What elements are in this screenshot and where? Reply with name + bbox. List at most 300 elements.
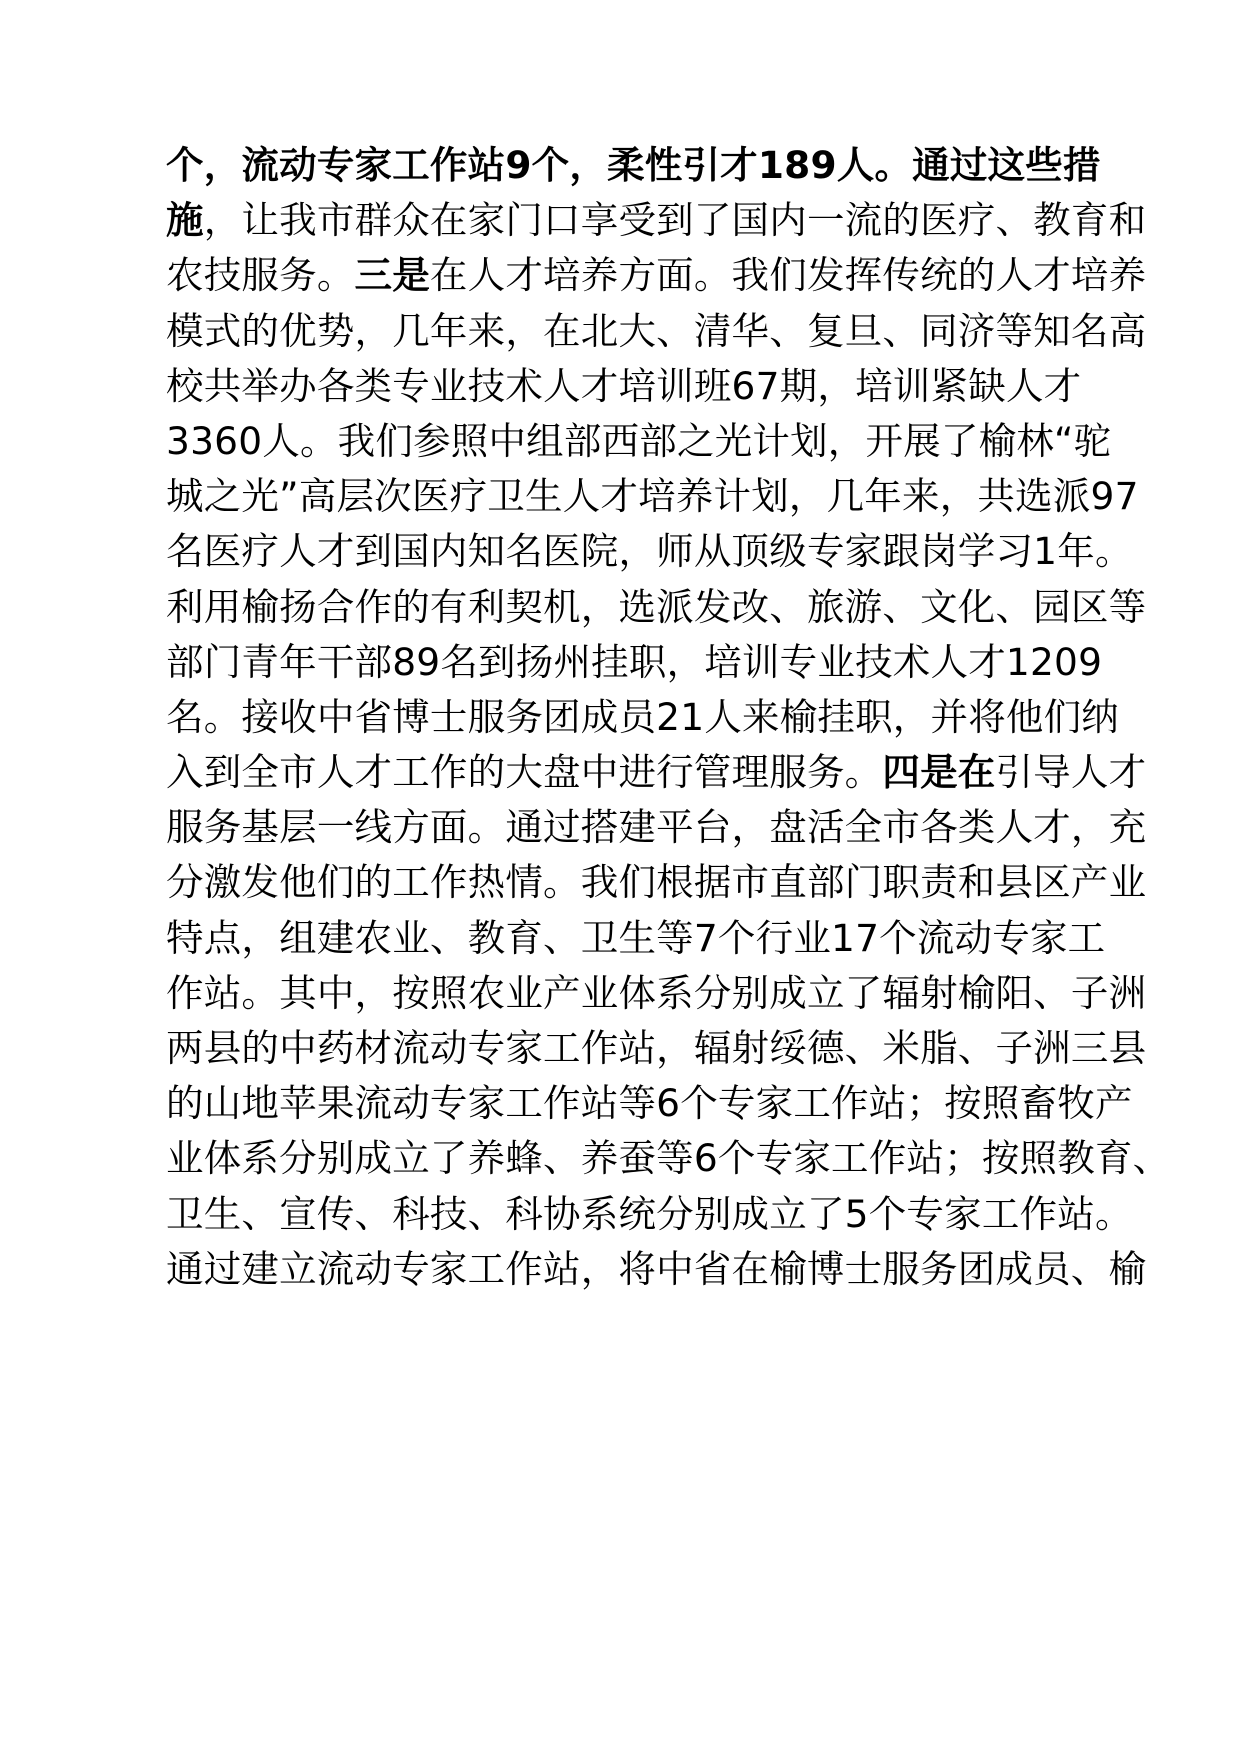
text-char: 中 [580,750,619,795]
text-char: 三 [1070,1026,1109,1070]
text-char: 1 [757,143,785,187]
text-char: 改 [731,584,770,629]
text-char: 其 [279,970,317,1015]
text-char: 在 [957,750,996,795]
text-line [166,524,1133,579]
text-char: 成 [580,694,619,739]
text-char: 到 [656,198,694,243]
text-char: 济 [957,308,996,353]
text-char: 别 [316,1136,355,1181]
text-char: 参 [413,418,451,463]
text-char: ， [817,363,856,408]
text-char: 发 [241,860,280,905]
text-char: 农 [354,915,393,960]
text-char: 作 [429,860,468,905]
text-char: 人 [704,694,742,739]
text-char: 、 [995,198,1034,243]
text-char: 等 [1108,584,1147,629]
text-char: 几 [826,474,865,519]
text-char: 。 [299,418,338,463]
text-char: 的 [882,198,921,243]
text-char: 专 [429,1081,468,1126]
text-char: 5 [844,1191,869,1236]
text-char: 。 [1094,1191,1133,1236]
text-char: 疗 [241,529,280,574]
text-char: 国 [392,529,430,574]
text-char: 牧 [1057,1081,1095,1126]
text-char: 家 [793,1136,832,1181]
text-char: 情 [505,860,544,905]
text-char: 通 [912,143,950,187]
text-char: 选 [618,584,657,629]
text-char: 系 [580,1191,619,1236]
text-char: 面 [656,253,694,298]
text-char: 统 [920,253,958,298]
text-char: 宣 [279,1191,317,1236]
text-char: 方 [618,253,657,298]
text-char: 术 [892,639,931,684]
text-char: 脂 [920,1026,958,1070]
text-char: 洲 [1033,1026,1071,1070]
text-char: 动 [429,1026,468,1070]
text-char: 技 [467,363,506,408]
text-char: 2 [1029,639,1055,684]
text-char: 分 [279,1136,317,1181]
text-char: 7 [855,915,880,960]
text-char: 人 [543,363,581,408]
text-char: 我 [580,860,619,905]
text-char: 个 [717,915,756,960]
text-char: 校 [166,363,204,408]
text-char: 一 [806,198,845,243]
text-char: 是 [392,253,430,298]
text-char: 术 [505,363,544,408]
text-char: 材 [354,1026,393,1070]
text-char: 展 [903,418,941,463]
text-char: 别 [693,1191,732,1236]
text-char: 流 [241,143,280,187]
text-char: 导 [1033,750,1071,795]
text-char: 派 [656,584,694,629]
text-char: 训 [892,363,931,408]
text-line [166,359,1082,414]
text-char: 按 [944,1081,982,1126]
text-char: 站 [580,1081,619,1126]
text-char: 些 [1025,143,1063,187]
text-char: 次 [374,474,412,519]
text-char: 类 [354,363,393,408]
text-char: 工 [831,1136,869,1181]
text-char: 名 [505,529,544,574]
text-char: 文 [920,584,958,629]
text-char: 地 [241,1081,280,1126]
text-char: 方 [392,805,430,850]
text-char: 特 [166,915,204,960]
text-char: 人 [467,253,506,298]
text-char: 工 [1067,915,1106,960]
text-char: 业 [1108,860,1147,905]
text-char: 团 [543,694,581,739]
text-char: 分 [166,860,204,905]
text-char: 7 [755,363,780,408]
text-char: 才 [720,143,758,187]
text-char: 利 [166,584,204,629]
text-char: 点 [203,915,242,960]
text-char: 家 [1029,915,1068,960]
text-char: 开 [865,418,904,463]
text-char: 引 [995,750,1034,795]
text-char: 德 [806,1026,845,1070]
text-char: 1 [1005,639,1030,684]
text-char: 柔 [607,143,645,187]
text-char: 站 [467,143,506,187]
text-char: 榆 [978,418,1017,463]
text-char: 1 [1033,529,1058,574]
text-char: 0 [238,418,263,463]
text-char: 服 [769,750,807,795]
text-char: 岗 [920,529,958,574]
text-char: 子 [1070,970,1109,1015]
text-char: 高 [298,474,337,519]
text-char: 3 [166,418,191,463]
text-char: 派 [1052,474,1091,519]
text-char: 了 [940,418,979,463]
text-char: 、 [1132,1136,1171,1181]
text-char: 部 [639,418,677,463]
text-char: ， [656,1026,694,1070]
text-char: 县 [203,1026,242,1070]
text-char: 站 [868,1081,907,1126]
text-char: 博 [392,694,430,739]
text-char: 工 [505,1081,544,1126]
text-line [166,580,1147,635]
text-char: 服 [241,253,280,298]
text-char: 训 [656,363,694,408]
text-char: 部 [354,639,393,684]
text-char: 培 [855,363,893,408]
text-char: 业 [580,970,619,1015]
text-char: 家 [755,1081,794,1126]
text-char: 各 [920,805,958,850]
text-char: ， [354,308,393,353]
text-char: 人 [836,143,875,187]
text-char: 专 [392,363,430,408]
text-char: 紧 [930,363,969,408]
text-char: 契 [505,584,544,629]
text-char: 市 [731,860,770,905]
text-char: 山 [203,1081,242,1126]
text-char: 作 [580,1026,619,1070]
text-char: 职 [882,860,921,905]
text-line [166,1021,1147,1076]
text-char: 名 [166,529,204,574]
text-char: 选 [1015,474,1053,519]
text-char: 大 [618,308,657,353]
text-char: 人 [562,474,601,519]
text-char: 培 [1070,253,1109,298]
text-char: 了 [806,1191,845,1236]
text-char: 华 [731,308,770,353]
text-line [166,1242,1147,1297]
text-char: 、 [1033,970,1071,1015]
text-char: 9 [505,143,532,187]
text-char: 层 [336,474,375,519]
text-char: 照 [981,1081,1020,1126]
text-char: 作 [831,1081,869,1126]
text-char: 师 [656,529,694,574]
text-char: 级 [769,529,807,574]
text-char: 活 [806,805,845,850]
text-char: 职 [628,639,667,684]
text-char: 门 [505,198,544,243]
text-char: 同 [920,308,958,353]
text-char: 蜂 [505,1136,544,1181]
text-char: 过 [543,805,581,850]
text-char: ， [580,584,619,629]
text-line [166,248,1147,303]
text-char: 大 [505,750,544,795]
text-char: 生 [203,1191,242,1236]
text-char: 势 [316,308,355,353]
text-char: 8 [392,639,417,684]
text-char: 技 [855,639,893,684]
text-char: 系 [656,970,694,1015]
text-char: 扬 [279,584,317,629]
text-char: 才 [1033,253,1071,298]
text-char: 站 [1057,1191,1095,1236]
text-char: 才 [1033,805,1071,850]
text-char: 激 [203,860,242,905]
text-char: 育 [1094,1136,1133,1181]
text-char: 家 [467,1081,506,1126]
text-char: 果 [316,1081,355,1126]
text-char: 内 [429,529,468,574]
text-char: 知 [467,529,506,574]
text-char: 。 [693,253,732,298]
text-char: 并 [930,694,969,739]
text-char: 流 [354,1081,393,1126]
text-char: 施 [166,198,204,243]
text-char: 纳 [1081,694,1119,739]
text-char: 、 [241,1191,280,1236]
text-char: 流 [392,1026,430,1070]
text-char: 市 [882,805,921,850]
text-char: 们 [769,253,807,298]
text-char: 的 [241,308,280,353]
text-char: 系 [241,1136,280,1181]
text-char: 传 [316,1191,355,1236]
text-char: 按 [392,970,430,1015]
text-char: 士 [429,694,468,739]
text-char: 干 [316,639,355,684]
text-char: 北 [580,308,619,353]
text-char: 到 [354,529,393,574]
text-char: 个 [166,143,204,187]
text-char: 类 [957,805,996,850]
text-char: 中 [316,970,355,1015]
text-char: 业 [817,639,856,684]
text-char: 家 [354,143,393,187]
text-char: 业 [166,1136,204,1181]
text-char: 体 [203,1136,242,1181]
text-line [166,414,1112,469]
text-char: 人 [930,639,969,684]
text-char: 。 [1094,529,1133,574]
text-char: 专 [717,1081,756,1126]
text-char: 人 [1070,750,1109,795]
text-char: 的 [354,860,393,905]
text-char: 林 [1016,418,1055,463]
text-char: 众 [392,198,430,243]
text-char: 阳 [995,970,1034,1015]
text-char: 生 [618,915,657,960]
text-char: 、 [543,1136,581,1181]
text-char: 盘 [769,805,807,850]
text-char: 共 [977,474,1016,519]
text-char: 理 [731,750,770,795]
text-char: 榆 [957,970,996,1015]
text-char: 年 [279,639,317,684]
text-char: ， [354,970,393,1015]
text-char: 分 [693,970,732,1015]
text-char: 共 [203,363,242,408]
text-char: 顶 [731,529,770,574]
text-char: 这 [987,143,1026,187]
text-char: 行 [755,915,794,960]
text-char: ， [505,308,544,353]
text-char: 计 [713,474,752,519]
text-char: 挥 [844,253,883,298]
text-line [166,966,1147,1021]
text-char: 教 [467,915,506,960]
text-char: 门 [844,860,883,905]
text-char: 才 [1043,363,1082,408]
text-char: 措 [1062,143,1101,187]
text-char: 育 [1070,198,1109,243]
text-char: ， [666,639,705,684]
text-char: 辐 [882,970,921,1015]
text-char: 全 [241,750,280,795]
text-char: 作 [1019,1191,1058,1236]
text-char: 等 [995,308,1034,353]
text-char: 中 [279,1026,317,1070]
text-char: 划 [790,418,828,463]
text-char: 9 [1078,639,1103,684]
text-char: 养 [580,1136,619,1181]
text-char: 务 [806,750,845,795]
text-char: 育 [505,915,544,960]
text-char: 享 [580,198,619,243]
text-char: 区 [1033,860,1071,905]
text-line [166,1187,1133,1242]
text-char: 台 [693,805,732,850]
text-char: 用 [203,584,242,629]
text-line [166,635,1103,690]
text-char: 才 [580,363,619,408]
text-char: 线 [354,805,393,850]
text-char: 家 [844,529,883,574]
text-char: ， [241,915,280,960]
text-char: 年 [1057,529,1095,574]
text-char: 工 [392,750,430,795]
text-char: 办 [279,363,317,408]
text-char: 服 [166,805,204,850]
text-char: 。 [874,143,913,187]
text-char: 工 [392,860,430,905]
text-char: ， [203,198,242,243]
text-char: 业 [429,363,468,408]
document-body [166,138,1171,1297]
text-char: 责 [920,860,958,905]
text-char: 9 [810,143,837,187]
text-char: 人 [1005,363,1044,408]
text-char: 举 [241,363,280,408]
text-char: 、 [656,308,694,353]
text-line [166,745,1147,800]
text-char: 建 [316,915,355,960]
text-char: 动 [279,143,317,187]
text-char: 个 [717,1136,756,1181]
text-char: 园 [1033,584,1071,629]
text-char: 专 [806,529,845,574]
text-char: 了 [693,198,732,243]
text-char: ， [939,474,978,519]
text-char: 作 [543,1081,581,1126]
text-char: 光 [241,474,280,519]
text-char: 化 [957,584,996,629]
text-char: 务 [279,253,317,298]
text-run: 通过建立流动专家工作站，将中省在榆博士服务团成员、榆 [166,1246,1147,1291]
text-char: 工 [543,1026,581,1070]
text-char: 医 [543,529,581,574]
text-char: 来 [902,474,940,519]
text-char: 分 [656,1191,694,1236]
text-char: 照 [1019,1136,1058,1181]
text-char: 几 [392,308,430,353]
text-char: 产 [543,970,581,1015]
body-paragraph [166,138,1171,1297]
text-char: 个 [879,915,917,960]
text-char: ， [827,418,866,463]
text-char: 动 [392,1081,430,1126]
text-char: 收 [279,694,317,739]
text-char: 内 [769,198,807,243]
text-char: 养 [467,1136,506,1181]
text-char: 人 [995,253,1034,298]
text-char: 专 [755,1136,794,1181]
text-char: 区 [1070,584,1109,629]
text-char: ， [788,474,827,519]
text-char: 年 [864,474,902,519]
text-char: 科 [505,1191,544,1236]
text-char: 站 [906,1136,945,1181]
text-char: 9 [416,639,441,684]
text-char: 入 [166,750,204,795]
text-char: 习 [995,529,1034,574]
text-char: 的 [467,750,506,795]
text-char: 。 [316,253,355,298]
text-char: ， [203,143,242,187]
text-char: 2 [656,694,681,739]
text-char: 年 [429,308,468,353]
text-char: 院 [580,529,619,574]
text-char: 才 [354,750,393,795]
text-char: 进 [618,750,657,795]
text-char: 的 [166,1081,204,1126]
text-char: 机 [543,584,581,629]
text-char: 医 [920,198,958,243]
text-char: 部 [563,418,602,463]
